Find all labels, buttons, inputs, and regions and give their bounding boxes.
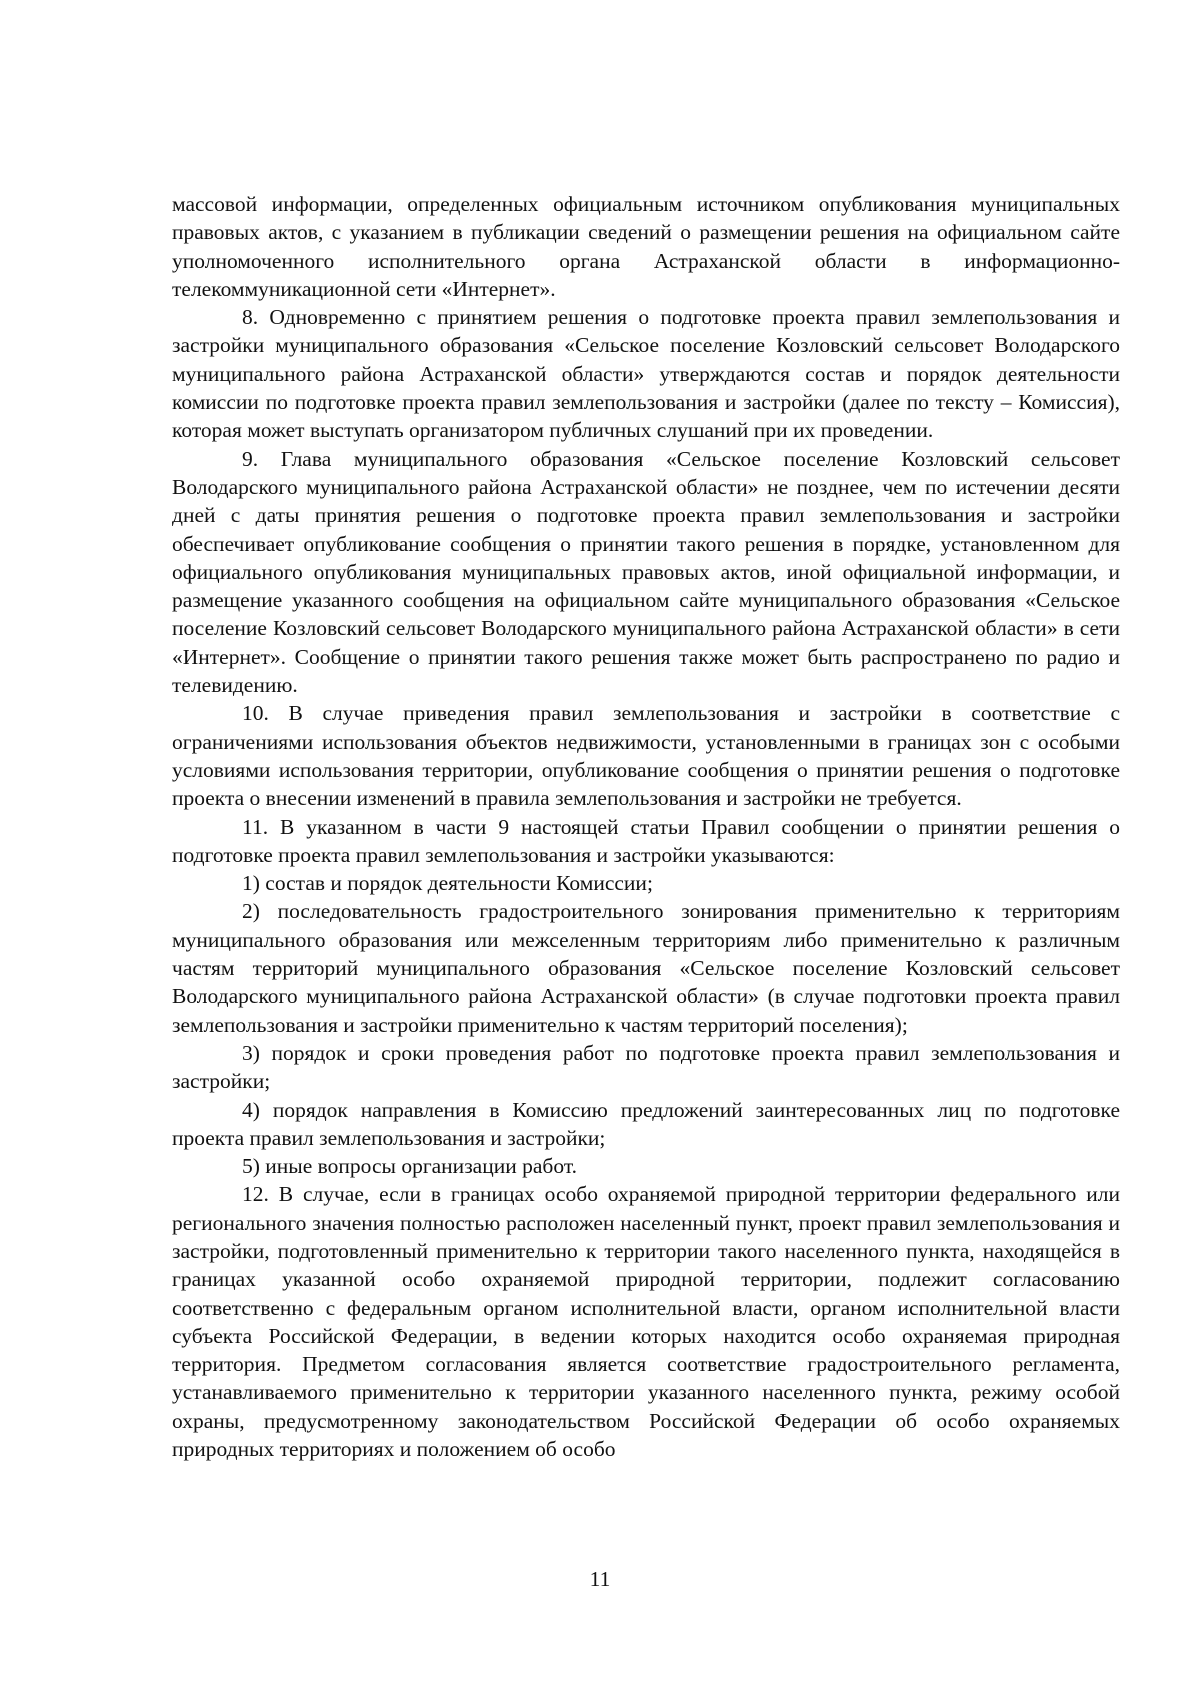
- list-item-5: 5) иные вопросы организации работ.: [242, 1154, 577, 1179]
- paragraph-continuation: массовой информации, определенных официальным источником опубликования муниципальных правовых актов, с указанием в публикации сведений о размещении решения на официальном сайте уполномоченного исполнительного органа Астраханской области в информационно-телекоммуникационной сети «Интернет».: [172, 192, 1120, 301]
- paragraph-12: 12. В случае, если в границах особо охраняемой природной территории федерального или регионального значения полностью расположен населенный пункт, проект правил землепользования и застройки, подготовленный применительно к территории такого населенного пункта, находящейся в границах указанной особо охраняемой природной территории, подлежит согласованию соответственно с федеральным органом исполнительной власти, органом исполнительной власти субъекта Российской Федерации, в ведении которых находится особо охраняемая природная территория. Предметом согласования является соответствие градостроительного регламента, устанавливаемого применительно к территории указанного населенного пункта, режиму особой охраны, предусмотренному законодательством Российской Федерации об особо охраняемых природных территориях и положением об особо: [172, 1182, 1120, 1462]
- list-item-2: 2) последовательность градостроительного зонирования применительно к территориям муниципального образования или межселенным территориям либо применительно к различным частям территорий муниципального образования «Сельское поселение Козловский сельсовет Володарского муниципального района Астраханской области» (в случае подготовки проекта правил землепользования и застройки применительно к частям территорий поселения);: [172, 899, 1120, 1037]
- list-item-1: 1) состав и порядок деятельности Комиссии;: [242, 871, 653, 896]
- paragraph-9: 9. Глава муниципального образования «Сельское поселение Козловский сельсовет Володарского муниципального района Астраханской области» не позднее, чем по истечении десяти дней с даты принятия решения о подготовке проекта правил землепользования и застройки обеспечивает опубликование сообщения о принятии такого решения в порядке, установленном для официального опубликования муниципальных правовых актов, иной официальной информации, и размещение указанного сообщения на официальном сайте муниципального образования «Сельское поселение Козловский сельсовет Володарского муниципального района Астраханской области» в сети «Интернет». Сообщение о принятии такого решения также может быть распространено по радио и телевидению.: [172, 446, 1120, 698]
- paragraph-11: 11. В указанном в части 9 настоящей статьи Правил сообщении о принятии решения о подготовке проекта правил землепользования и застройки указываются:: [172, 814, 1120, 867]
- list-item-4: 4) порядок направления в Комиссию предложений заинтересованных лиц по подготовке проекта правил землепользования и застройки;: [172, 1097, 1120, 1150]
- paragraph-8: 8. Одновременно с принятием решения о подготовке проекта правил землепользования и застройки муниципального образования «Сельское поселение Козловский сельсовет Володарского муниципального района Астраханской области» утверждаются состав и порядок деятельности комиссии по подготовке проекта правил землепользования и застройки (далее по тексту – Комиссия), которая может выступать организатором публичных слушаний при их проведении.: [172, 305, 1120, 443]
- paragraph-10: 10. В случае приведения правил землепользования и застройки в соответствие с ограничениями использования объектов недвижимости, установленными в границах зон с особыми условиями использования территории, опубликование сообщения о принятии решения о подготовке проекта о внесении изменений в правила землепользования и застройки не требуется.: [172, 701, 1120, 811]
- list-item-3: 3) порядок и сроки проведения работ по подготовке проекта правил землепользования и застройки;: [172, 1040, 1120, 1094]
- document-body: [172, 190, 1120, 1463]
- page-number: 11: [589, 1567, 611, 1591]
